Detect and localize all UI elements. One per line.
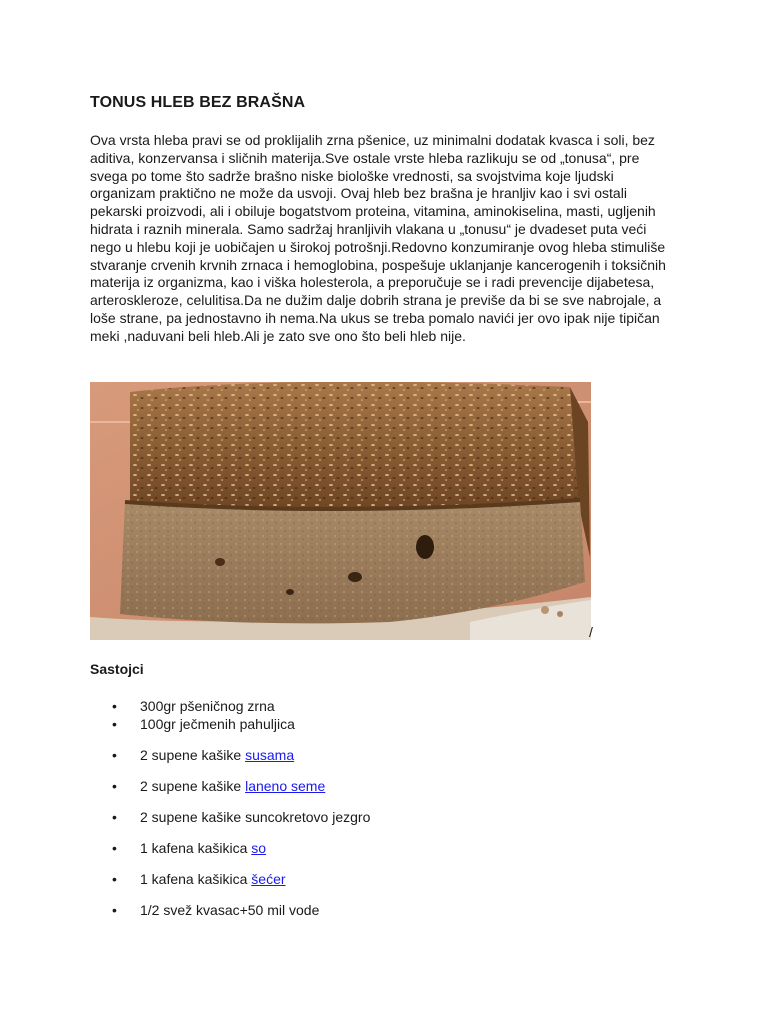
list-item bbox=[90, 777, 590, 795]
intro-paragraph: Ova vrsta hleba pravi se od proklijalih zrna pšenice, uz minimalni dodatak kvasca i soli, bez aditiva, konzervansa i sličnih materija.Sve ostale vrste hleba razlikuju se od „tonusa“, pre svega po tome što sadrže brašno niske biološke vrednosti, sa svojstvima koje ljudski organizam praktično ne može da usvoji. Ovaj hleb bez brašna je hranljiv kao i svi ostali pekarski proizvodi, ali i obiluje bogatstvom proteina, vitamina, aminokiselina, masti, ugljenih hidrata i raznih minerala. Samo sadržaj hranljivih vlakana u „tonusu“ je dvadeset puta veći nego u hlebu koji je uobičajen u širokoj potrošnji.Redovno konzumiranje ovog hleba stimuliše stvaranje crvenih krvnih zrnaca i hemoglobina, pospešuje uklanjanje kancerogenih i toksičnih materija iz organizma, kao i viška holesterola, a preporučuje se i radi prevencije dijabetesa, arteroskleroze, celulitisa.Da ne dužim dalje dobrih strana je previše da bi se sve nabrojale, a loše strane, pa jednostavno ih nema.Na ukus se treba pomalo navići jer ovo ipak nije tipičan meki ,naduvani beli hleb.Ali je zato sve ono što beli hleb nije. bbox=[90, 132, 666, 344]
list-item bbox=[90, 839, 590, 857]
ingredient-text: 1 kafena kašikica bbox=[140, 840, 252, 856]
list-item bbox=[90, 746, 590, 764]
bullet-icon: • bbox=[112, 747, 117, 763]
list-item bbox=[90, 901, 590, 919]
list-item bbox=[90, 697, 590, 715]
ingredient-text: 100gr ječmenih pahuljica bbox=[140, 716, 295, 732]
ingredient-link-so[interactable]: so bbox=[251, 840, 267, 856]
image-trailing-text: / bbox=[589, 624, 593, 640]
bullet-icon: • bbox=[112, 902, 117, 918]
ingredient-text: 2 supene kašike suncokretovo jezgro bbox=[140, 809, 371, 825]
ingredient-link-susama[interactable]: susama bbox=[245, 747, 295, 763]
bullet-icon: • bbox=[112, 778, 117, 794]
ingredient-text: 2 supene kašike bbox=[140, 747, 246, 763]
list-item bbox=[90, 870, 590, 888]
list-item bbox=[90, 715, 590, 733]
ingredient-link-laneno-seme[interactable]: laneno seme bbox=[245, 778, 326, 794]
bullet-icon: • bbox=[112, 871, 117, 887]
bullet-icon: • bbox=[112, 716, 117, 732]
ingredient-text: 300gr pšeničnog zrna bbox=[140, 698, 275, 714]
bullet-icon: • bbox=[112, 698, 117, 714]
bullet-icon: • bbox=[112, 840, 117, 856]
ingredient-text: 2 supene kašike bbox=[140, 778, 246, 794]
list-item bbox=[90, 808, 590, 826]
ingredients-list bbox=[90, 697, 590, 919]
bread-photo bbox=[90, 382, 591, 640]
ingredient-text: 1 kafena kašikica bbox=[140, 871, 252, 887]
bullet-icon: • bbox=[112, 809, 117, 825]
document-title: TONUS HLEB BEZ BRAŠNA bbox=[90, 94, 306, 111]
ingredient-text: 1/2 svež kvasac+50 mil vode bbox=[140, 902, 320, 918]
ingredients-heading: Sastojci bbox=[90, 661, 144, 677]
ingredient-link-secer[interactable]: šećer bbox=[251, 871, 286, 887]
